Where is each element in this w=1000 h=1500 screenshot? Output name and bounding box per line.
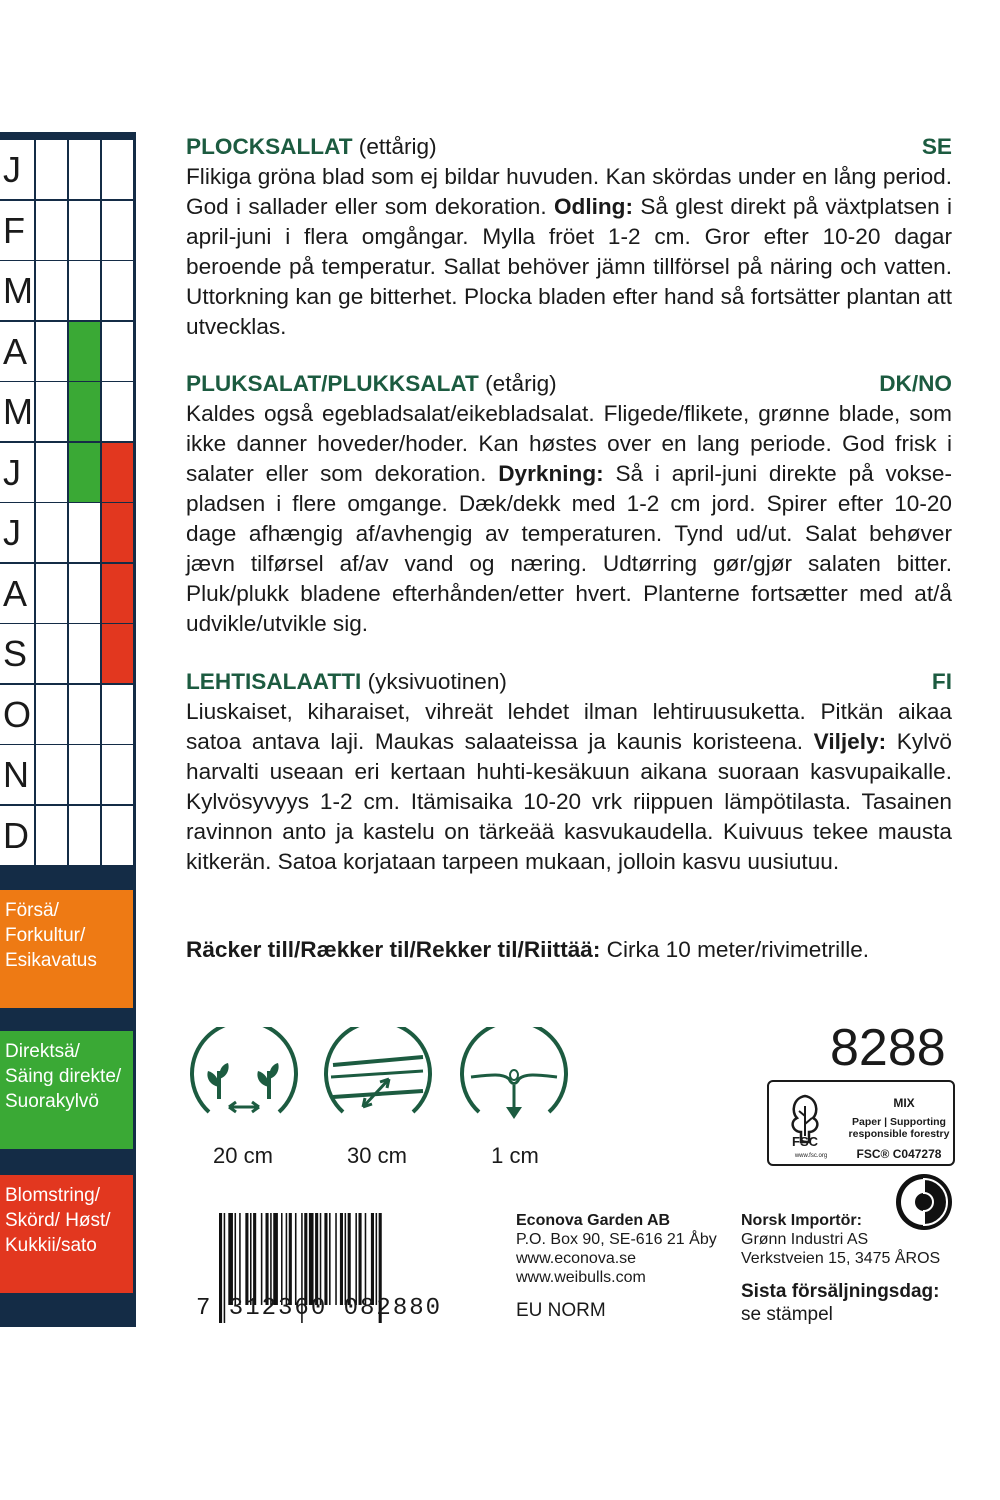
harvest-cell bbox=[101, 322, 133, 381]
calendar-grid-line bbox=[67, 564, 69, 623]
barcode-bar bbox=[261, 1213, 263, 1305]
calendar-grid-line bbox=[67, 806, 69, 865]
calendar-month-row bbox=[0, 322, 133, 381]
calendar-grid-line bbox=[100, 261, 102, 320]
harvest-cell bbox=[101, 806, 133, 865]
section-subtitle: (yksivuotinen) bbox=[367, 669, 507, 694]
barcode-bar bbox=[329, 1213, 331, 1305]
direct-sow-cell bbox=[68, 624, 101, 683]
barcode-bar bbox=[309, 1213, 314, 1305]
calendar-month-row bbox=[0, 443, 133, 502]
calendar-month-row bbox=[0, 806, 133, 865]
calendar-grid-line bbox=[34, 322, 36, 381]
body-bold-label: Odling: bbox=[553, 194, 634, 219]
section-heading bbox=[186, 369, 952, 399]
barcode-bar bbox=[266, 1213, 269, 1305]
barcode-bar bbox=[250, 1213, 252, 1305]
calendar-grid-line bbox=[100, 382, 102, 441]
direct-sow-cell bbox=[68, 201, 101, 260]
calendar-month-row bbox=[0, 201, 133, 260]
direct-sow-cell bbox=[68, 261, 101, 320]
coverage-value: Cirka 10 meter/rivimetrille. bbox=[606, 937, 870, 962]
sowing-depth-label: 1 cm bbox=[491, 1143, 539, 1168]
calendar-grid-line bbox=[67, 322, 69, 381]
calendar-grid-line bbox=[67, 624, 69, 683]
language-code: FI bbox=[931, 669, 952, 694]
calendar-grid-line bbox=[34, 745, 36, 804]
calendar-month-row bbox=[0, 140, 133, 199]
importer-company: Grønn Industri AS bbox=[741, 1231, 869, 1248]
barcode-bar bbox=[345, 1213, 347, 1305]
barcode-bar bbox=[253, 1213, 256, 1305]
legend-presow-label: Försä/ Forkultur/ Esikavatus bbox=[5, 900, 97, 971]
month-letter: D bbox=[3, 814, 29, 856]
fsc-brand: FSC bbox=[792, 1134, 818, 1149]
calendar-month-row bbox=[0, 503, 133, 562]
coverage-label: Räcker till/Rækker til/Rekker til/Riittää: bbox=[186, 937, 601, 962]
direct-sow-cell bbox=[68, 382, 101, 441]
harvest-cell bbox=[101, 624, 133, 683]
direct-sow-cell bbox=[68, 443, 101, 502]
last-sale-date bbox=[741, 1280, 939, 1326]
coverage-line bbox=[186, 935, 869, 965]
harvest-cell bbox=[101, 503, 133, 562]
barcode-bar bbox=[340, 1213, 343, 1305]
direct-sow-cell bbox=[68, 745, 101, 804]
section-title: PLOCKSALLAT bbox=[186, 134, 353, 159]
body-text: Kylvö harvalti useaan eri kertaan huhti-kesäkuun aikana suoraan kasvupaikalle. Kylvösyvyys 1-2 cm. Itämisaika 10-20 vrk riippuen lämpötilasta. Tasainen ravinnon anto ja kastelu on tärkeää kasvukaudella. Kuivuus tekee mausta kitkerän. Satoa korjataan tarpeen mukaan, jolloin kasvu uusiutuu. bbox=[186, 729, 952, 874]
econova-web: www.econova.se bbox=[516, 1250, 637, 1267]
calendar-grid-line bbox=[34, 503, 36, 562]
barcode-bar bbox=[281, 1213, 283, 1305]
section-body bbox=[186, 162, 952, 342]
row-spacing-icon bbox=[323, 1027, 433, 1137]
econova-name: Econova Garden AB bbox=[516, 1212, 671, 1229]
month-letter: J bbox=[3, 451, 21, 493]
calendar-grid-line bbox=[34, 564, 36, 623]
calendar-month-row bbox=[0, 745, 133, 804]
sowing-depth-icon bbox=[459, 1027, 569, 1137]
section-title: PLUKSALAT/PLUKKSALAT bbox=[186, 371, 479, 396]
norway-importer bbox=[741, 1211, 940, 1268]
calendar-grid-line bbox=[34, 624, 36, 683]
harvest-cell bbox=[101, 564, 133, 623]
barcode-bar bbox=[289, 1213, 292, 1305]
body-bold-label: Viljely: bbox=[813, 729, 887, 754]
plant-spacing-icon bbox=[189, 1027, 299, 1137]
section-swedish bbox=[186, 132, 952, 342]
language-code: DK/NO bbox=[879, 371, 952, 396]
calendar-grid-line bbox=[100, 201, 102, 260]
month-letter: N bbox=[3, 754, 29, 795]
calendar-grid-line bbox=[67, 443, 69, 502]
harvest-cell bbox=[101, 382, 133, 441]
section-heading bbox=[186, 667, 952, 697]
calendar-grid-line bbox=[34, 685, 36, 744]
barcode-bar bbox=[365, 1213, 367, 1305]
legend-direct-sow bbox=[0, 1031, 133, 1149]
importer-address: Verkstveien 15, 3475 ÅROS bbox=[741, 1250, 941, 1267]
calendar-grid-line bbox=[67, 261, 69, 320]
month-letter: A bbox=[3, 572, 28, 614]
calendar-grid-line bbox=[100, 685, 102, 744]
legend-direct-label: Direktsä/ Säing direkte/ Suorakylvö bbox=[5, 1041, 122, 1112]
direct-sow-cell bbox=[68, 503, 101, 562]
harvest-cell bbox=[101, 140, 133, 199]
fsc-code: FSC® C047278 bbox=[856, 1147, 942, 1161]
barcode-bar bbox=[295, 1213, 297, 1305]
legend-harvest bbox=[0, 1175, 133, 1293]
section-title: LEHTISALAATTI bbox=[186, 669, 362, 694]
calendar-grid-line bbox=[100, 564, 102, 623]
calendar-grid-line bbox=[100, 624, 102, 683]
direct-sow-cell bbox=[68, 806, 101, 865]
language-code: SE bbox=[921, 134, 952, 159]
row-spacing-label: 30 cm bbox=[347, 1143, 407, 1168]
calendar-grid-line bbox=[67, 685, 69, 744]
barcode-bar bbox=[235, 1213, 237, 1305]
harvest-cell bbox=[101, 261, 133, 320]
body-text: Så glest direkt på växtplatsen i april-juni i flera omgångar. Mylla fröet 1-2 cm. Gror efter 10-20 dagar beroende på temperatur. Sallat behöver jämn tillförsel på näring och vatten. Uttorkning kan ge bitterhet. Plocka bladen efter hand så fortsätter plantan att utvecklas. bbox=[186, 194, 952, 339]
barcode-bar bbox=[335, 1213, 337, 1305]
harvest-cell bbox=[101, 685, 133, 744]
direct-sow-cell bbox=[68, 685, 101, 744]
harvest-cell bbox=[101, 745, 133, 804]
section-body bbox=[186, 697, 952, 877]
section-subtitle: (etårig) bbox=[485, 371, 557, 396]
barcode-bar bbox=[359, 1213, 362, 1305]
barcode-bar bbox=[324, 1213, 327, 1305]
fsc-label bbox=[767, 1080, 955, 1166]
section-finnish bbox=[186, 667, 952, 877]
month-letter: J bbox=[3, 512, 21, 553]
plant-spacing-label: 20 cm bbox=[213, 1143, 273, 1168]
barcode-bar bbox=[245, 1213, 248, 1305]
calendar-grid-line bbox=[100, 140, 102, 199]
barcode-bar bbox=[228, 1213, 233, 1305]
fsc-mix: MIX bbox=[893, 1096, 915, 1110]
direct-sow-cell bbox=[68, 140, 101, 199]
barcode-bar bbox=[320, 1213, 322, 1305]
barcode-bar bbox=[304, 1213, 307, 1305]
importer-title: Norsk Importör: bbox=[741, 1212, 862, 1229]
month-letter: O bbox=[3, 693, 32, 735]
body-bold-label: Dyrkning: bbox=[498, 461, 604, 486]
barcode-bar bbox=[286, 1213, 288, 1305]
body-text: Flikiga gröna blad som ej bildar huvuden. Kan skördas under en lång period. God i sallader eller som dekoration. bbox=[186, 164, 952, 219]
calendar-grid-line bbox=[100, 443, 102, 502]
calendar-month-row bbox=[0, 382, 133, 441]
calendar-grid-line bbox=[34, 140, 36, 199]
calendar-grid-line bbox=[34, 806, 36, 865]
harvest-cell bbox=[101, 443, 133, 502]
calendar-month-row bbox=[0, 564, 133, 623]
calendar-grid-line bbox=[34, 382, 36, 441]
calendar-grid-line bbox=[34, 201, 36, 260]
month-letter: S bbox=[3, 633, 28, 674]
calendar-month-row bbox=[0, 261, 133, 320]
econova-address bbox=[516, 1211, 717, 1287]
barcode-bar bbox=[376, 1213, 378, 1305]
barcode-digits: 7 312360 082880 bbox=[196, 1295, 443, 1322]
calendar-grid-line bbox=[67, 382, 69, 441]
last-sale-label: Sista försäljningsdag: bbox=[741, 1281, 940, 1302]
barcode-bar bbox=[273, 1213, 278, 1305]
calendar-month-row bbox=[0, 685, 133, 744]
legend-harvest-label: Blomstring/ Skörd/ Høst/ Kukkii/sato bbox=[5, 1185, 111, 1256]
calendar-grid-line bbox=[100, 503, 102, 562]
calendar-grid-line bbox=[67, 140, 69, 199]
last-sale-value: se stämpel bbox=[741, 1304, 833, 1325]
calendar-grid-line bbox=[67, 745, 69, 804]
body-text: Så i april-juni direkte på voksepladsen i flere omgange. Dæk/dekk med 1-2 cm jord. Spirer efter 10-20 dage afhængig af/avhengig av temperaturen. Tynd ud/ut. Salat behøver jævn tilførsel af/av vand og næring. Udtørring gør/gjør salaten bitter. Pluk/plukk bladene efterhånden/etter hvert. Planterne fortsætter med at/å udvikle/utvikle sig. bbox=[186, 461, 953, 636]
barcode-bar bbox=[348, 1213, 351, 1305]
body-text: Liuskaiset, kiharaiset, vihreät lehdet ilman lehtiruusuketta. Pitkän aikaa satoa antava laji. Maukas salaateissa ja kaunis koristeena. bbox=[186, 699, 952, 754]
calendar-grid-line bbox=[100, 745, 102, 804]
harvest-cell bbox=[101, 201, 133, 260]
barcode-bar bbox=[239, 1213, 241, 1305]
fsc-paper-text: Paper | Supporting responsible forestry bbox=[848, 1116, 950, 1140]
direct-sow-cell bbox=[68, 564, 101, 623]
month-letter: F bbox=[3, 209, 25, 251]
calendar-grid-line bbox=[100, 322, 102, 381]
body-text: Kaldes også egebladsalat/eikebladsalat. Fligede/flikete, grønne blade, som ikke danner hoveder/hoder. Kan høstes over en lang periode. God frisk i salater eller som dekoration. bbox=[186, 401, 952, 486]
article-number: 8288 bbox=[830, 1019, 946, 1077]
barcode-bar bbox=[270, 1213, 272, 1305]
econova-postal: P.O. Box 90, SE-616 21 Åby bbox=[516, 1231, 717, 1248]
month-letter: A bbox=[3, 330, 28, 372]
weibulls-web: www.weibulls.com bbox=[516, 1269, 646, 1286]
calendar-grid-line bbox=[100, 806, 102, 865]
calendar-grid-line bbox=[67, 503, 69, 562]
legend-presow bbox=[0, 890, 133, 1008]
barcode-bar bbox=[315, 1213, 318, 1305]
calendar-grid-line bbox=[34, 443, 36, 502]
section-danish-norwegian bbox=[186, 369, 952, 639]
month-letter: M bbox=[3, 270, 33, 311]
section-subtitle: (ettårig) bbox=[358, 134, 437, 159]
fsc-url: www.fsc.org bbox=[794, 1153, 828, 1159]
eu-norm: EU NORM bbox=[516, 1300, 606, 1321]
section-body bbox=[186, 399, 952, 639]
barcode-bar bbox=[371, 1213, 374, 1305]
month-letter: M bbox=[3, 391, 33, 432]
month-letter: J bbox=[3, 149, 21, 190]
calendar-month-row bbox=[0, 624, 133, 683]
calendar-grid-line bbox=[67, 201, 69, 260]
calendar-grid-line bbox=[34, 261, 36, 320]
section-heading bbox=[186, 132, 952, 162]
direct-sow-cell bbox=[68, 322, 101, 381]
barcode-bar bbox=[355, 1213, 357, 1305]
